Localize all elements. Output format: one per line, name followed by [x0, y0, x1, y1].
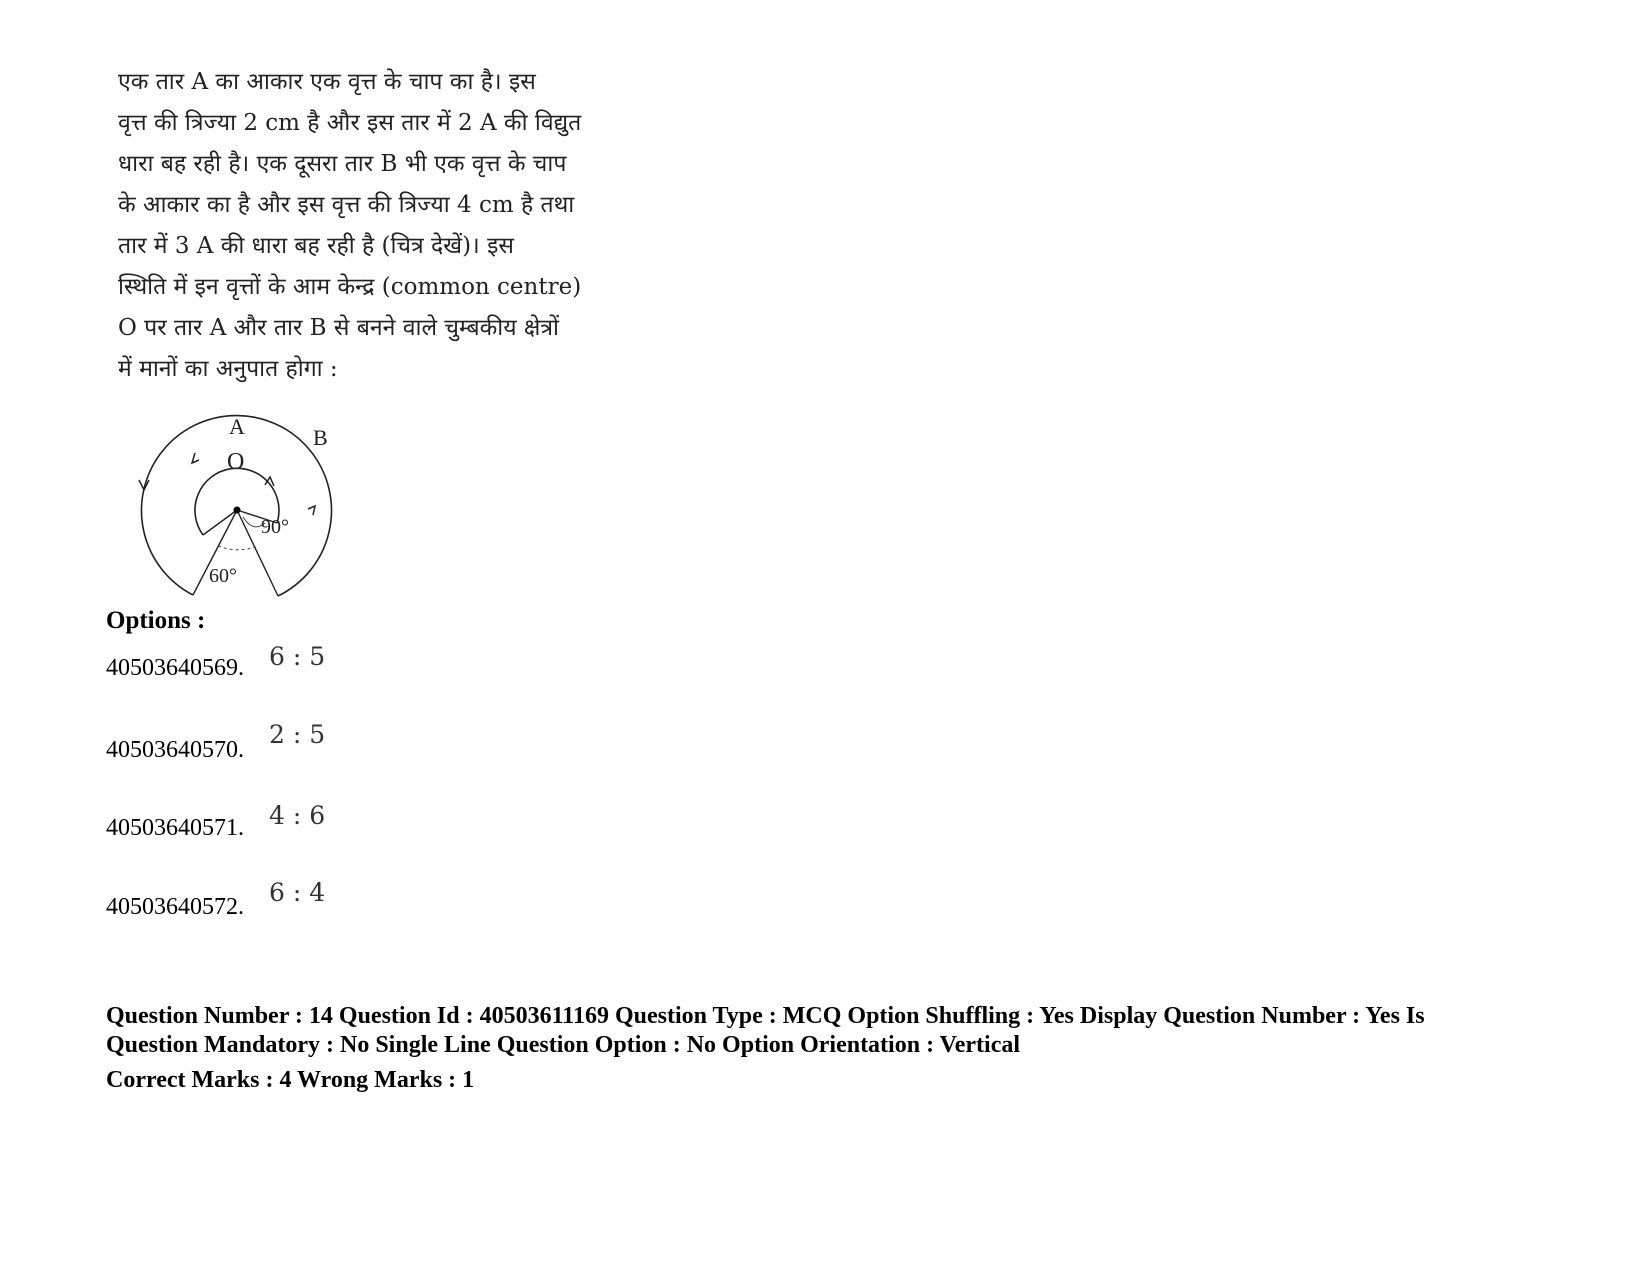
option-value: 4 : 6	[269, 801, 326, 830]
question-text	[118, 62, 618, 390]
label-angle-90: 90°	[261, 516, 289, 538]
question-line: O पर तार A और तार B से बनने वाले चुम्बकीय क्षेत्रों	[118, 315, 560, 341]
option-item[interactable]	[106, 801, 326, 842]
option-item[interactable]	[106, 878, 326, 921]
question-meta-line-1: Question Number : 14 Question Id : 40503611169 Question Type : MCQ Option Shuffling : Yes Display Question Number : Yes Is	[106, 1003, 1425, 1029]
question-line: के आकार का है और इस वृत्त की त्रिज्या 4 cm है तथा	[118, 192, 575, 218]
option-item[interactable]	[106, 642, 326, 682]
question-line: तार में 3 A की धारा बह रही है (चित्र देखें)। इस	[118, 233, 514, 259]
option-id: 40503640572.	[106, 894, 244, 920]
angle-arc-60	[218, 546, 256, 550]
inner-radius-left	[203, 510, 237, 535]
option-id: 40503640570.	[106, 737, 244, 763]
question-line: वृत्त की त्रिज्या 2 cm है और इस तार में 2 A की विद्युत	[118, 110, 582, 136]
arc-diagram	[125, 405, 365, 605]
question-line: धारा बह रही है। एक दूसरा तार B भी एक वृत्त के चाप	[118, 151, 567, 177]
center-point-O	[234, 507, 241, 514]
label-A: A	[229, 414, 245, 439]
option-item[interactable]	[106, 720, 326, 764]
arrow-inner-left	[192, 453, 199, 463]
options-label: Options :	[106, 607, 206, 634]
question-line: में मानों का अनुपात होगा :	[118, 356, 338, 382]
label-O: O	[227, 449, 245, 475]
question-line: स्थिति में इन वृत्तों के आम केन्द्र (common centre)	[118, 274, 582, 300]
option-id: 40503640571.	[106, 815, 244, 841]
label-angle-60: 60°	[209, 565, 237, 587]
option-value: 6 : 5	[269, 642, 326, 671]
arrow-outer-right	[308, 506, 315, 515]
option-value: 6 : 4	[269, 878, 326, 907]
option-id: 40503640569.	[106, 655, 244, 681]
question-line: एक तार A का आकार एक वृत्त के चाप का है। इस	[118, 69, 536, 95]
label-B: B	[313, 425, 328, 450]
question-meta-line-2: Question Mandatory : No Single Line Question Option : No Option Orientation : Vertical	[106, 1032, 1021, 1058]
arrow-outer-left	[139, 480, 149, 490]
option-value: 2 : 5	[269, 720, 326, 749]
marks-line: Correct Marks : 4 Wrong Marks : 1	[106, 1067, 475, 1093]
arc-diagram-svg	[125, 405, 365, 605]
